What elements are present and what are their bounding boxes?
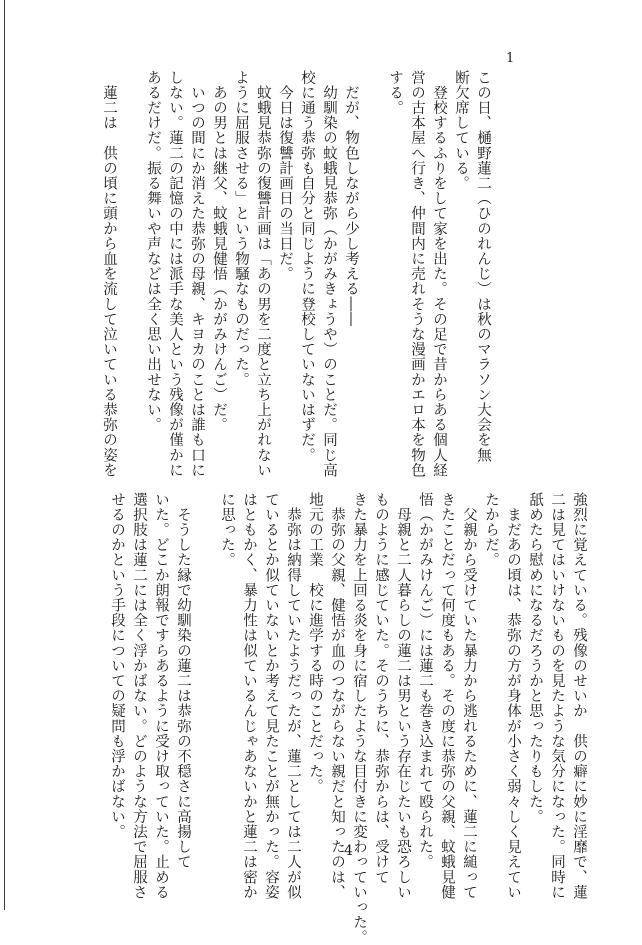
text-block-top [98, 70, 494, 478]
text-line: たからだ。 [483, 492, 499, 568]
text-line: あの男とは継父、蚊蛾見健悟（かがみけんご）だ。 [211, 70, 227, 433]
text-line: だが、物色しながら少し考える―― [343, 70, 359, 327]
text-line: 蓮二は 供の頃に頭から血を流して泣いている恭弥の姿を [101, 70, 117, 478]
text-line: せるのかという手段についての疑問も浮かばない。 [109, 492, 125, 840]
text-line: いつの間にか消えた恭弥の母親、キヨカのことは誰も口に [189, 70, 205, 478]
text-line: きた暴力を上回る炎を身に宿したような目付きに変わっていった。 [351, 492, 367, 945]
blank-line [120, 70, 142, 438]
text-line: 悟（かがみけんご）には蓮二も巻き込まれて殴られた。 [417, 492, 433, 870]
text-line: あるだけだ。振る舞いや声などは全く思い出せない。 [145, 70, 161, 433]
section-number: 1 [506, 51, 515, 66]
text-line: いた。どこか朗報ですらあるように受け取っていた。止める [153, 492, 169, 900]
text-line: きたことだって何度もある。その度に恭弥の父親、蚊蛾見健 [439, 492, 455, 900]
text-line: しない。蓮二の記憶の中には派手な美人という残像が僅かに [167, 70, 183, 478]
blank-line [194, 492, 216, 852]
text-line: ように屈服させる」という物騒なものだった。 [233, 70, 249, 388]
text-line: 強烈に覚えている。残像のせいか 供の癖に妙に淫靡で、蓮 [571, 492, 587, 900]
text-line: 校に通う恭弥も自分と同じように登校していないはずだ。 [299, 70, 315, 463]
text-line: 母親と二人暮らしの蓮二は男という存在じたいも恐ろしい [395, 492, 411, 900]
text-line: この日、樋野蓮二（ひのれんじ）は秋のマラソン大会を無 [475, 70, 491, 463]
text-line: 舐めたら慰めになるだろうかと思ったりもした。 [527, 492, 543, 825]
text-line: 営の古本屋へ行き、仲間内に売れそうな漫画かエロ本を物色 [409, 70, 425, 478]
text-line: まだあの頃は、恭弥の方が身体が小さく弱々しく見えてい [505, 492, 521, 900]
text-line: 二は見てはいけないものを見たような気分になった。同時に [549, 492, 565, 900]
text-line: ものように感じていた。そのうちに、恭弥からは、受けて [373, 492, 389, 885]
page-number: 4 [344, 843, 353, 859]
text-line: はともかく、暴力性は似ているんじゃあないかと蓮二は密か [241, 492, 257, 900]
text-line: 選択肢は蓮二には全く浮かばない。どのような方法で屈服さ [131, 492, 147, 900]
text-line: 地元の工業 校に進学する時のことだった。 [307, 492, 323, 794]
text-line: 断欠席している。 [453, 70, 469, 191]
text-line: 父親から受けていた暴力から逃れるために、蓮二に縋って [461, 492, 477, 900]
page-edge-rule [4, 0, 5, 910]
text-line: そうした縁で幼馴染の蓮二は恭弥の不穏さに高揚して [175, 492, 191, 870]
text-line: ているとか似ていないとか考えて見たことが無かった。容姿 [263, 492, 279, 900]
text-line: 幼馴染の蚊蛾見恭弥（かがみきょうや）のことだ。同じ高 [321, 70, 337, 478]
text-line: する。 [387, 70, 403, 116]
text-block-bottom [106, 492, 590, 945]
text-line: 今日は復讐計画日の当日だ。 [277, 70, 293, 282]
text-line: 恭弥は納得していたようだったが、蓮二としては二人が似 [285, 492, 301, 900]
text-line: 登校するふりをして家を出た。その足で昔からある個人経 [431, 70, 447, 478]
blank-line [362, 70, 384, 438]
text-line: 恭弥の父親、健悟が血のつながらない親だと知ったのは、 [329, 492, 345, 900]
text-line: に思った。 [219, 492, 235, 568]
text-line: 蚊蛾見恭弥の復讐計画は「あの男を二度と立ち上がれない [255, 70, 271, 478]
